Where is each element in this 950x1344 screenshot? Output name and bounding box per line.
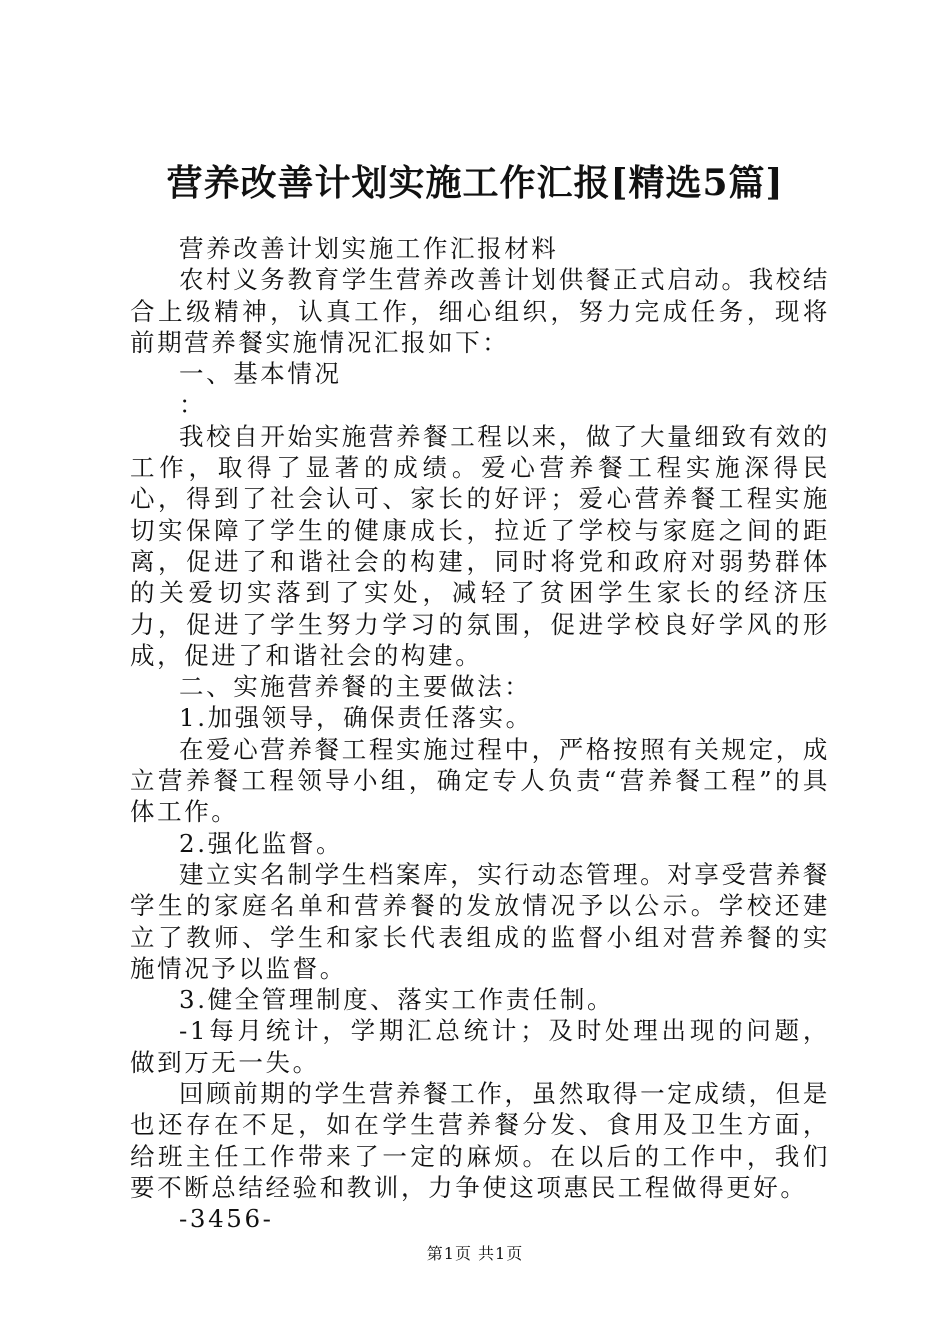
subheading: 3.健全管理制度、落实工作责任制。: [179, 985, 615, 1015]
subheading: 2.强化监督。: [179, 828, 344, 858]
paragraph: 在爱心营养餐工程实施过程中，严格按照有关规定，成立营养餐工程领导小组，确定专人负责“营养餐工程”的具体工作。: [130, 734, 830, 827]
paragraph: 回顾前期的学生营养餐工作，虽然取得一定成绩，但是也还存在不足，如在学生营养餐分发、食用及卫生方面，给班主任工作带来了一定的麻烦。在以后的工作中，我们要不断总结经验和教训，力争使这项惠民工程做得更好。: [130, 1079, 830, 1202]
paragraph: 农村义务教育学生营养改善计划供餐正式启动。我校结合上级精神，认真工作，细心组织，努力完成任务，现将前期营养餐实施情况汇报如下：: [130, 265, 830, 357]
paragraph: ：: [179, 390, 207, 420]
paragraph: -3456-: [179, 1204, 274, 1234]
section-heading: 二、实施营养餐的主要做法：: [179, 672, 532, 702]
subheading: 1.加强领导，确保责任落实。: [179, 703, 533, 733]
section-heading: 一、基本情况: [179, 359, 342, 389]
paragraph: 我校自开始实施营养餐工程以来，做了大量细致有效的工作，取得了显著的成绩。爱心营养餐工程实施深得民心，得到了社会认可、家长的好评；爱心营养餐工程实施切实保障了学生的健康成长，拉近了学校与家庭之间的距离，促进了和谐社会的构建，同时将党和政府对弱势群体的关爱切实落到了实处，减轻了贫困学生家长的经济压力，促进了学生努力学习的氛围，促进学校良好学风的形成，促进了和谐社会的构建。: [130, 421, 830, 670]
paragraph: -1每月统计，学期汇总统计；及时处理出现的问题，做到万无一失。: [130, 1016, 830, 1077]
paragraph: 营养改善计划实施工作汇报材料: [179, 234, 559, 263]
paragraph: 建立实名制学生档案库，实行动态管理。对享受营养餐学生的家庭名单和营养餐的发放情况予以公示。学校还建立了教师、学生和家长代表组成的监督小组对营养餐的实施情况予以监督。: [130, 859, 830, 983]
page-footer: 第1页 共1页: [426, 1244, 524, 1263]
document-title: 营养改善计划实施工作汇报[精选5篇]: [166, 162, 784, 204]
document-body: [130, 233, 830, 1235]
